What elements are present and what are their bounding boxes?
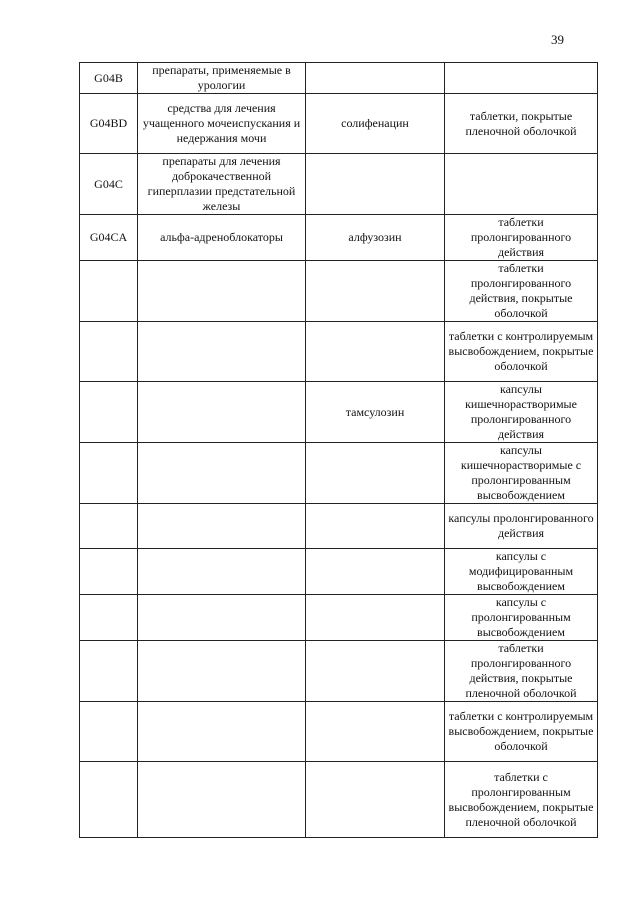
table-row xyxy=(80,595,598,641)
pharmacological-group-cell xyxy=(138,382,306,443)
drug-name-cell xyxy=(306,641,445,702)
table-row xyxy=(80,549,598,595)
drug-name-cell xyxy=(306,702,445,762)
drug-name-cell xyxy=(306,261,445,322)
table-row xyxy=(80,504,598,549)
pharmacological-group-cell xyxy=(138,504,306,549)
drug-name-cell: солифенацин xyxy=(306,94,445,154)
atc-code-cell xyxy=(80,382,138,443)
dosage-form-cell: таблетки с контролируемым высвобождением, покрытые оболочкой xyxy=(445,702,598,762)
atc-code-cell: G04BD xyxy=(80,94,138,154)
atc-code-cell: G04B xyxy=(80,63,138,94)
table-row xyxy=(80,382,598,443)
table-row xyxy=(80,641,598,702)
table-row xyxy=(80,443,598,504)
pharmacological-group-cell: препараты для лечения доброкачественной гиперплазии предстательной железы xyxy=(138,154,306,215)
drug-name-cell xyxy=(306,322,445,382)
pharmacological-group-cell: средства для лечения учащенного мочеиспускания и недержания мочи xyxy=(138,94,306,154)
drug-name-cell xyxy=(306,762,445,838)
dosage-form-cell: капсулы кишечнорастворимые с пролонгированным высвобождением xyxy=(445,443,598,504)
pharmacological-group-cell xyxy=(138,549,306,595)
atc-code-cell xyxy=(80,595,138,641)
table-row xyxy=(80,94,598,154)
drug-name-cell xyxy=(306,504,445,549)
drug-name-cell xyxy=(306,595,445,641)
dosage-form-cell xyxy=(445,154,598,215)
dosage-form-cell: таблетки с пролонгированным высвобождением, покрытые пленочной оболочкой xyxy=(445,762,598,838)
pharmacological-group-cell: препараты, применяемые в урологии xyxy=(138,63,306,94)
atc-code-cell: G04C xyxy=(80,154,138,215)
dosage-form-cell: таблетки пролонгированного действия, покрытые оболочкой xyxy=(445,261,598,322)
drug-name-cell xyxy=(306,154,445,215)
dosage-form-cell: таблетки пролонгированного действия, покрытые пленочной оболочкой xyxy=(445,641,598,702)
pharmacological-group-cell: альфа-адреноблокаторы xyxy=(138,215,306,261)
pharmacological-group-cell xyxy=(138,443,306,504)
table-row xyxy=(80,702,598,762)
atc-code-cell: G04CA xyxy=(80,215,138,261)
drug-name-cell xyxy=(306,63,445,94)
drug-name-cell: алфузозин xyxy=(306,215,445,261)
dosage-form-cell: капсулы пролонгированного действия xyxy=(445,504,598,549)
drug-classification-table xyxy=(79,62,598,838)
table-row xyxy=(80,63,598,94)
drug-name-cell: тамсулозин xyxy=(306,382,445,443)
table-row xyxy=(80,322,598,382)
atc-code-cell xyxy=(80,702,138,762)
drug-name-cell xyxy=(306,549,445,595)
pharmacological-group-cell xyxy=(138,261,306,322)
dosage-form-cell: таблетки с контролируемым высвобождением, покрытые оболочкой xyxy=(445,322,598,382)
pharmacological-group-cell xyxy=(138,702,306,762)
dosage-form-cell: таблетки, покрытые пленочной оболочкой xyxy=(445,94,598,154)
page-number: 39 xyxy=(551,32,564,47)
drug-name-cell xyxy=(306,443,445,504)
pharmacological-group-cell xyxy=(138,322,306,382)
dosage-form-cell: таблетки пролонгированного действия xyxy=(445,215,598,261)
dosage-form-cell: капсулы с пролонгированным высвобождением xyxy=(445,595,598,641)
pharmacological-group-cell xyxy=(138,762,306,838)
table-row xyxy=(80,762,598,838)
pharmacological-group-cell xyxy=(138,595,306,641)
table-row xyxy=(80,215,598,261)
dosage-form-cell: капсулы кишечнорастворимые пролонгированного действия xyxy=(445,382,598,443)
atc-code-cell xyxy=(80,261,138,322)
table-row xyxy=(80,261,598,322)
table-body xyxy=(80,63,598,838)
atc-code-cell xyxy=(80,504,138,549)
dosage-form-cell: капсулы с модифицированным высвобождением xyxy=(445,549,598,595)
dosage-form-cell xyxy=(445,63,598,94)
pharmacological-group-cell xyxy=(138,641,306,702)
atc-code-cell xyxy=(80,549,138,595)
atc-code-cell xyxy=(80,443,138,504)
atc-code-cell xyxy=(80,322,138,382)
table-row xyxy=(80,154,598,215)
atc-code-cell xyxy=(80,762,138,838)
atc-code-cell xyxy=(80,641,138,702)
